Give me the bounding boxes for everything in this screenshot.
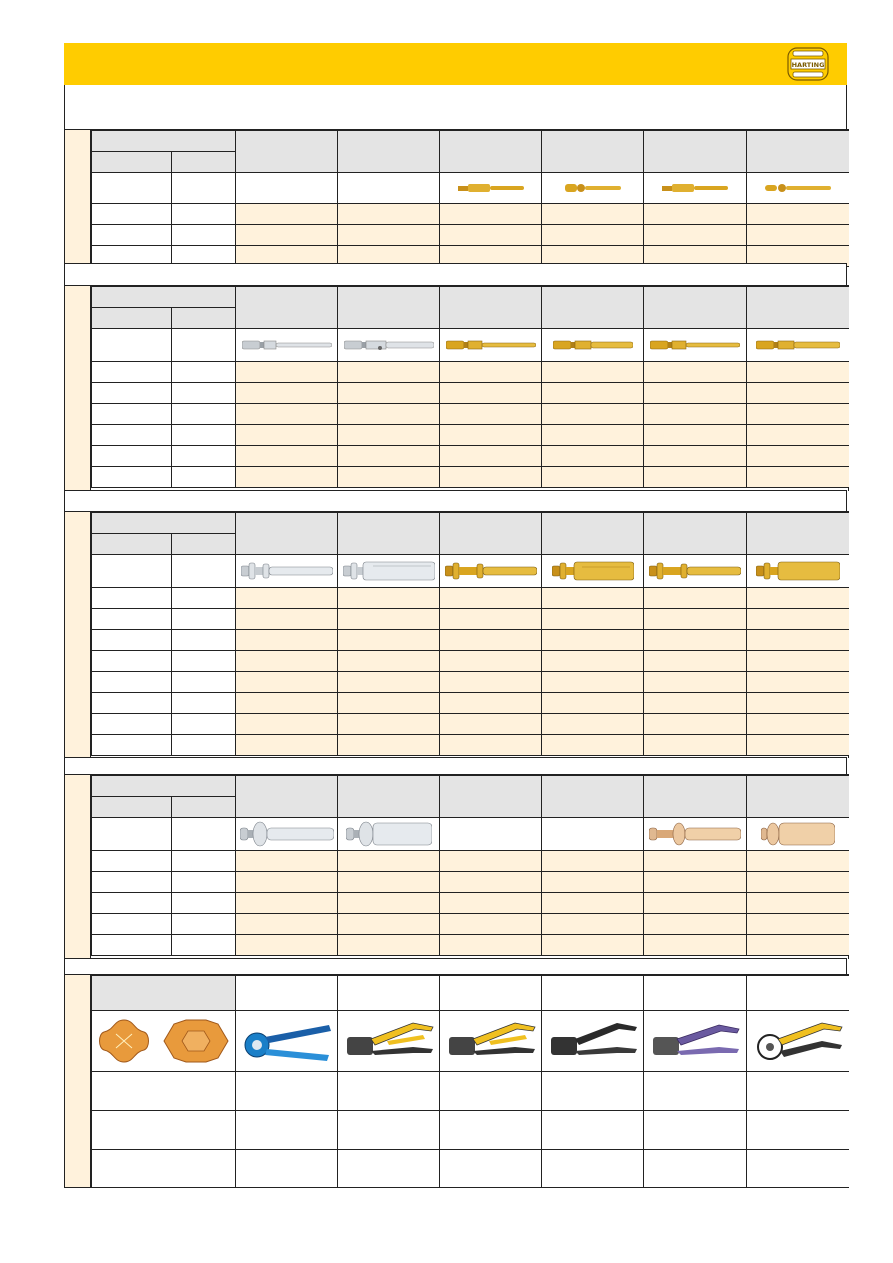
section-2-table bbox=[91, 286, 849, 488]
gold-socket-long-image bbox=[542, 329, 644, 362]
section-4-table bbox=[91, 775, 849, 956]
tools-section bbox=[64, 974, 849, 1188]
gold-pin-long-image-2 bbox=[644, 329, 747, 362]
section-1-sidebar bbox=[65, 130, 91, 264]
yellow-cable-cutter-tool bbox=[747, 1011, 849, 1072]
silver-socket-long-image bbox=[338, 329, 440, 362]
gold-pin-small-image-2 bbox=[644, 173, 747, 204]
section-2 bbox=[64, 285, 849, 491]
separator-4 bbox=[64, 958, 847, 975]
silver-socket-large-image bbox=[338, 818, 440, 851]
section-1 bbox=[64, 129, 849, 264]
section-3-sidebar bbox=[65, 512, 91, 758]
gold-socket-thick-image-2 bbox=[747, 555, 849, 588]
gold-pin-small-image bbox=[440, 173, 542, 204]
tool-label: DMC bbox=[302, 1045, 323, 1054]
gold-socket-small-image bbox=[542, 173, 644, 204]
section-4 bbox=[64, 774, 849, 959]
harting-logo bbox=[787, 47, 829, 81]
header-bar bbox=[64, 43, 847, 85]
gold-pin-long-image bbox=[440, 329, 542, 362]
gold-pin-thick-image-2 bbox=[644, 555, 747, 588]
four-indent-crimp-icon bbox=[99, 1020, 148, 1062]
tools-sidebar bbox=[65, 975, 91, 1187]
section-2-sidebar bbox=[65, 286, 91, 491]
tools-table bbox=[91, 975, 849, 1188]
yellow-crimp-tool-1 bbox=[338, 1011, 440, 1072]
subheader-box bbox=[64, 85, 847, 130]
black-crimp-tool bbox=[542, 1011, 644, 1072]
section-1-table bbox=[91, 130, 849, 267]
separator-1 bbox=[64, 263, 847, 285]
separator-2 bbox=[64, 490, 847, 512]
silver-pin-thick-image bbox=[236, 555, 338, 588]
silver-pin-large-image bbox=[236, 818, 338, 851]
section-4-sidebar bbox=[65, 775, 91, 959]
purple-crimp-tool bbox=[644, 1011, 747, 1072]
catalog-page bbox=[64, 43, 847, 1187]
silver-pin-long-image bbox=[236, 329, 338, 362]
section-3-table bbox=[91, 512, 849, 756]
crimp-profile-cell bbox=[92, 1011, 236, 1072]
blue-dmc-crimp-tool bbox=[236, 1011, 338, 1072]
silver-socket-thick-image bbox=[338, 555, 440, 588]
hexagonal-crimp-icon bbox=[164, 1020, 228, 1062]
section-3 bbox=[64, 511, 849, 758]
logo-text: HARTING bbox=[791, 61, 825, 69]
gold-socket-long-image-2 bbox=[747, 329, 849, 362]
gold-socket-thick-image bbox=[542, 555, 644, 588]
copper-pin-large-image bbox=[644, 818, 747, 851]
gold-socket-small-image-2 bbox=[747, 173, 849, 204]
yellow-crimp-tool-2 bbox=[440, 1011, 542, 1072]
gold-pin-thick-image bbox=[440, 555, 542, 588]
copper-socket-large-image bbox=[747, 818, 849, 851]
